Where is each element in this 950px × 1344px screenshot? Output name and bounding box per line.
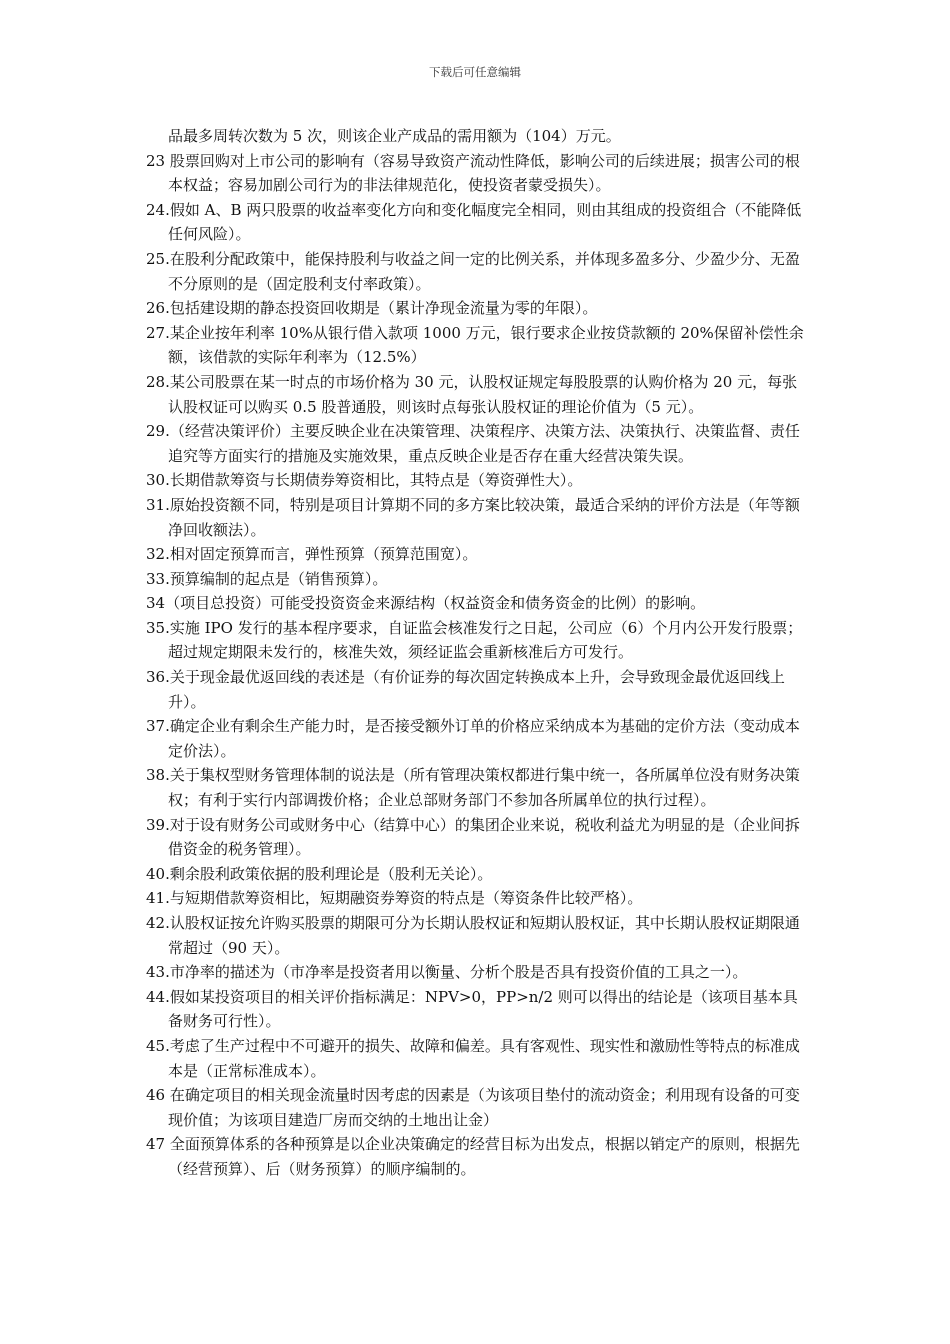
- question-item: 27.某企业按年利率 10%从银行借入款项 1000 万元，银行要求企业按贷款额的 20%保留补偿性余额，该借款的实际年利率为（12.5%）: [146, 323, 804, 367]
- question-item: 41.与短期借款筹资相比，短期融资券筹资的特点是（筹资条件比较严格）。: [146, 889, 643, 908]
- question-item: 26.包括建设期的静态投资回收期是（累计净现金流量为零的年限）。: [146, 299, 598, 318]
- question-item: 24.假如 A、B 两只股票的收益率变化方向和变化幅度完全相同，则由其组成的投资组合（不能降低任何风险）。: [146, 200, 802, 244]
- question-item: 37.确定企业有剩余生产能力时，是否接受额外订单的价格应采纳成本为基础的定价方法（变动成本定价法）。: [146, 717, 800, 760]
- question-item: 43.市净率的描述为（市净率是投资者用以衡量、分析个股是否具有投资价值的工具之一）。: [146, 963, 748, 982]
- question-item: 46 在确定项目的相关现金流量时因考虑的因素是（为该项目垫付的流动资金；利用现有设备的可变现价值；为该项目建造厂房而交纳的土地出让金）: [146, 1086, 800, 1129]
- question-item: 23 股票回购对上市公司的影响有（容易导致资产流动性降低，影响公司的后续进展；损害公司的根本权益；容易加剧公司行为的非法律规范化，使投资者蒙受损失）。: [146, 151, 800, 195]
- question-item: 25.在股利分配政策中，能保持股利与收益之间一定的比例关系，并体现多盈多分、少盈少分、无盈不分原则的是（固定股利支付率政策）。: [146, 249, 800, 293]
- question-item: 32.相对固定预算而言，弹性预算（预算范围宽）。: [146, 545, 478, 564]
- question-item: 31.原始投资额不同，特别是项目计算期不同的多方案比较决策，最适合采纳的评价方法是（年等额净回收额法）。: [146, 495, 800, 539]
- question-item: 30.长期借款筹资与长期债券筹资相比，其特点是（筹资弹性大）。: [146, 471, 583, 490]
- question-item: 40.剩余股利政策依据的股利理论是（股利无关论）。: [146, 864, 493, 883]
- question-item: 47 全面预算体系的各种预算是以企业决策确定的经营目标为出发点，根据以销定产的原则，根据先（经营预算）、后（财务预算）的顺序编制的。: [146, 1135, 800, 1178]
- question-item: 36.关于现金最优返回线的表述是（有价证券的每次固定转换成本上升，会导致现金最优返回线上升）。: [146, 668, 785, 711]
- question-item: 45.考虑了生产过程中不可避开的损失、故障和偏差。具有客观性、现实性和激励性等特点的标准成本是（正常标准成本）。: [146, 1036, 800, 1080]
- question-item: 品最多周转次数为 5 次，则该企业产成品的需用额为（104）万元。: [168, 127, 621, 145]
- question-item: 39.对于设有财务公司或财务中心（结算中心）的集团企业来说，税收利益尤为明显的是（企业间拆借资金的税务管理）。: [146, 815, 800, 859]
- question-item: 35.实施 IPO 发行的基本程序要求，自证监会核准发行之日起，公司应（6）个月内公开发行股票；超过规定期限未发行的，核准失效，须经证监会重新核准后方可发行。: [146, 618, 803, 662]
- page-header: 下载后可任意编辑: [429, 65, 521, 79]
- question-item: 38.关于集权型财务管理体制的说法是（所有管理决策权都进行集中统一，各所属单位没有财务决策权；有利于实行内部调拨价格；企业总部财务部门不参加各所属单位的执行过程）。: [146, 766, 800, 810]
- question-item: 42.认股权证按允许购买股票的期限可分为长期认股权证和短期认股权证，其中长期认股权证期限通常超过（90 天）。: [146, 914, 800, 957]
- question-item: 28.某公司股票在某一时点的市场价格为 30 元，认股权证规定每股股票的认购价格为 20 元，每张认股权证可以购买 0.5 股普通股，则该时点每张认股权证的理论价值为（5 元）。: [146, 372, 798, 416]
- question-item: 33.预算编制的起点是（销售预算）。: [146, 569, 388, 588]
- document-body: [146, 124, 812, 1182]
- question-item: 34（项目总投资）可能受投资资金来源结构（权益资金和债务资金的比例）的影响。: [146, 594, 706, 613]
- question-item: 29.（经营决策评价）主要反映企业在决策管理、决策程序、决策方法、决策执行、决策监督、责任追究等方面实行的措施及实施效果，重点反映企业是否存在重大经营决策失误。: [146, 422, 800, 465]
- question-item: 44.假如某投资项目的相关评价指标满足：NPV>0，PP>n/2 则可以得出的结论是（该项目基本具备财务可行性）。: [146, 987, 798, 1031]
